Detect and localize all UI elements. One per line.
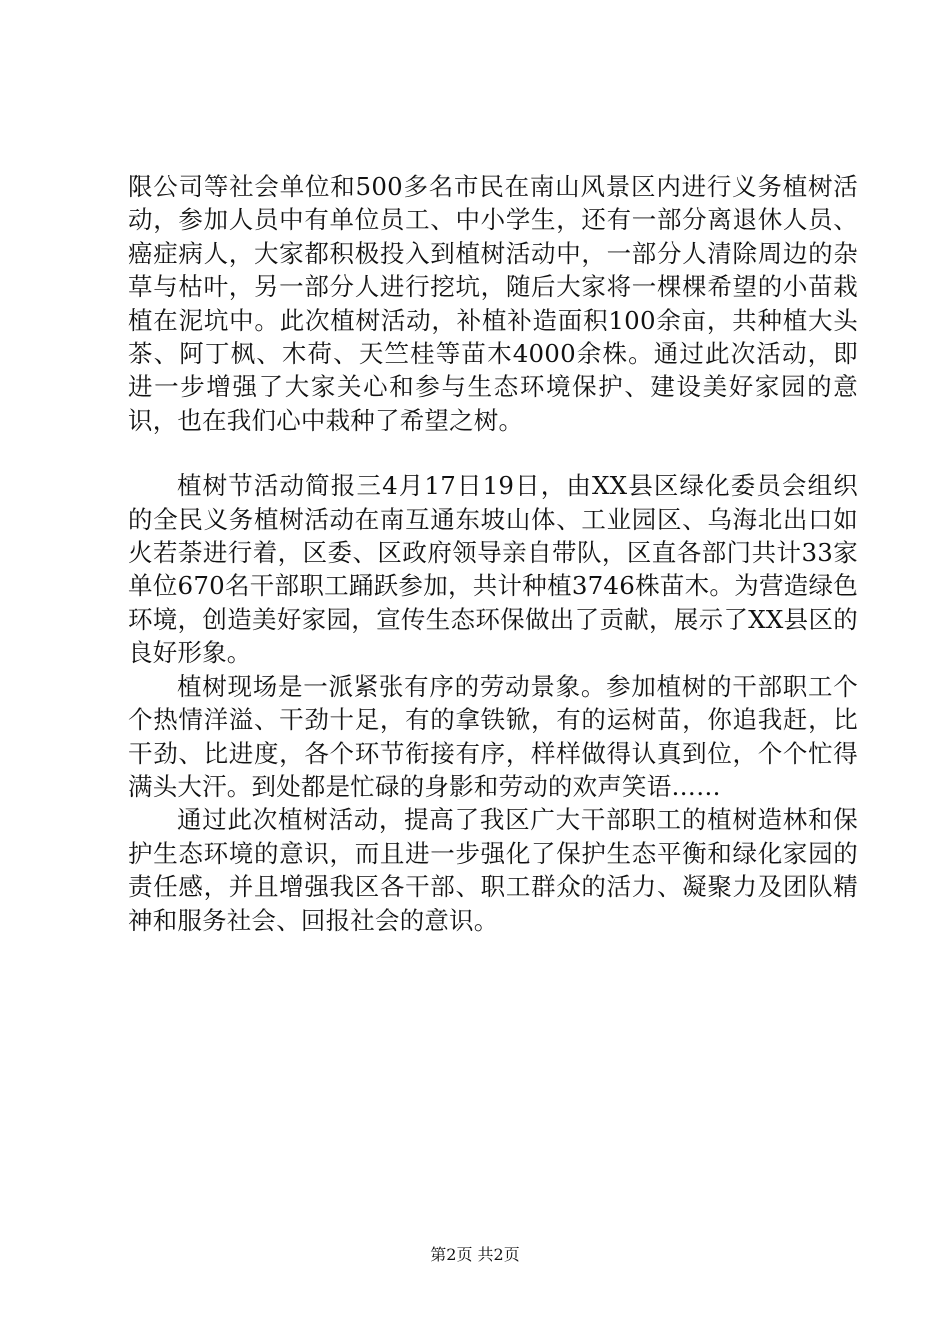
document-body bbox=[128, 170, 858, 937]
paragraph-continuation: 限公司等社会单位和500多名市民在南山风景区内进行义务植树活动，参加人员中有单位员工、中小学生，还有一部分离退休人员、癌症病人，大家都积极投入到植树活动中，一部分人清除周边的杂草与枯叶，另一部分人进行挖坑，随后大家将一棵棵希望的小苗栽植在泥坑中。此次植树活动，补植补造面积100余亩，共种植大头茶、阿丁枫、木荷、天竺桂等苗木4000余株。通过此次活动，即进一步增强了大家关心和参与生态环境保护、建设美好家园的意识，也在我们心中栽种了希望之树。 bbox=[128, 172, 858, 435]
paragraph-bulletin-three: 植树节活动简报三4月17日19日，由XX县区绿化委员会组织的全民义务植树活动在南互通东坡山体、工业园区、乌海北出口如火若荼进行着，区委、区政府领导亲自带队，区直各部门共计33家单位670名干部职工踊跃参加，共计种植3746株苗木。为营造绿色环境，创造美好家园，宣传生态环保做出了贡献，展示了XX县区的良好形象。 bbox=[128, 471, 858, 668]
paragraph-conclusion: 通过此次植树活动，提高了我区广大干部职工的植树造林和保护生态环境的意识，而且进一步强化了保护生态平衡和绿化家园的责任感，并且增强我区各干部、职工群众的活力、凝聚力及团队精神和服务社会、回报社会的意识。 bbox=[128, 805, 858, 935]
paragraph-gap bbox=[128, 437, 858, 469]
page-footer: 第2页 共2页 bbox=[430, 1245, 520, 1264]
paragraph-planting-scene: 植树现场是一派紧张有序的劳动景象。参加植树的干部职工个个热情洋溢、干劲十足，有的拿铁锨，有的运树苗，你追我赶，比干劲、比进度，各个环节衔接有序，样样做得认真到位，个个忙得满头大汗。到处都是忙碌的身影和劳动的欢声笑语…… bbox=[128, 671, 858, 801]
